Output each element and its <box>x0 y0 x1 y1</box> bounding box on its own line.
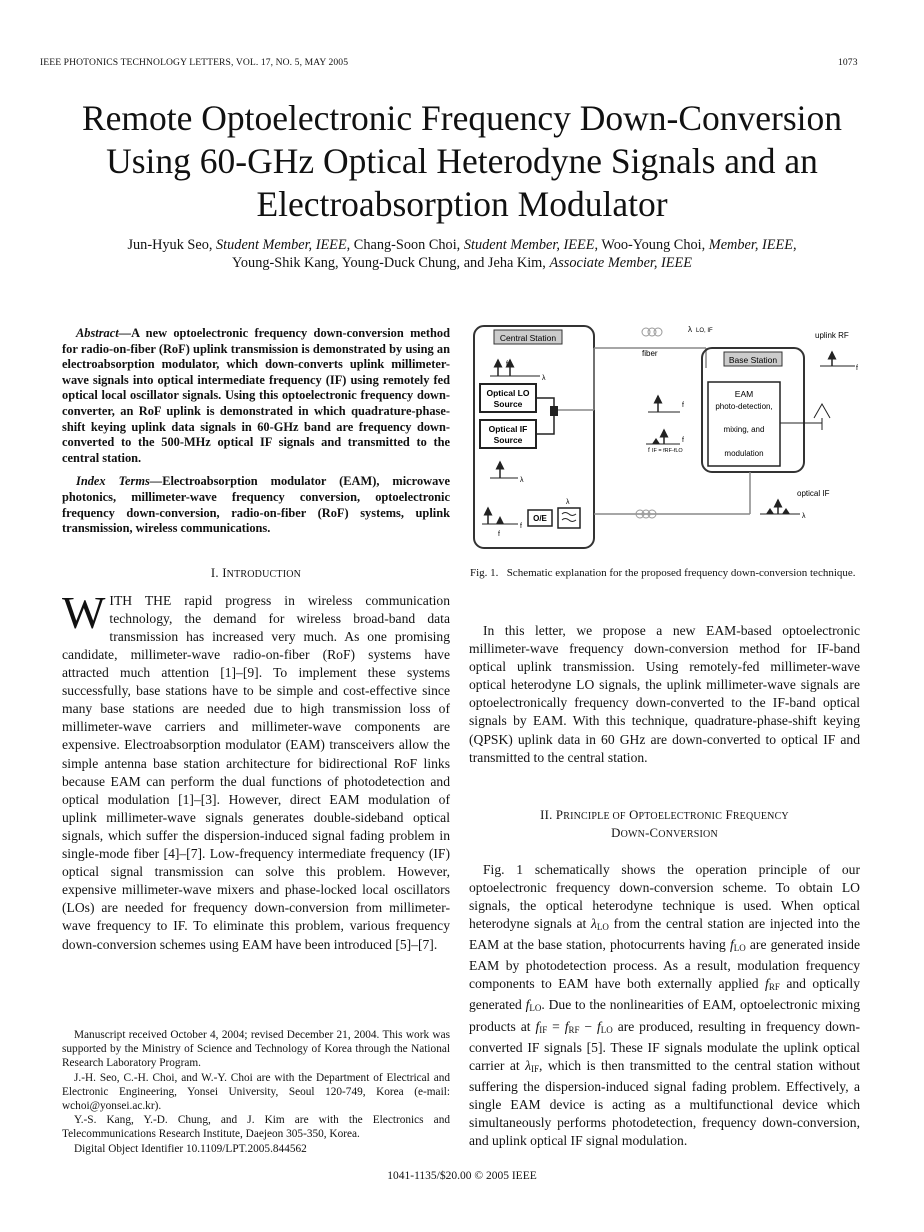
svg-text:f: f <box>682 437 684 444</box>
footnote-doi: Digital Object Identifier 10.1109/LPT.2005.844562 <box>74 1142 307 1155</box>
index-terms-text: Electroabsorption modulator (EAM), microwave photonics, millimeter-wave frequency conversion, optoelectronic frequency down-conversion, radio-on-fiber (RoF) systems, uplink transmission, wireless communications. <box>62 474 450 536</box>
central-station-label: Central Station <box>499 333 557 343</box>
right-column <box>469 622 860 1150</box>
author-role: Member, IEEE <box>708 237 793 253</box>
lead-in: ITH THE <box>109 592 172 608</box>
svg-text:modulation: modulation <box>724 449 764 458</box>
footnotes <box>62 1028 450 1156</box>
uplink-rf-label: uplink RF <box>815 331 849 340</box>
svg-text:f: f <box>506 361 508 368</box>
section-heading-principle: II. PRINCIPLE OF OPTOELECTRONIC FREQUENCY DOWN-CONVERSION <box>540 807 789 840</box>
drop-cap: W <box>62 586 106 638</box>
footnote: J.-H. Seo, C.-H. Choi, and W.-Y. Choi are with the Department of Electrical and Electronic Engineering, Yonsei University, Seoul 120-749, Korea (e-mail: wchoi@yonsei.ac.kr). <box>62 1071 450 1113</box>
svg-text:λ: λ <box>566 499 570 506</box>
figure-caption: Fig. 1. Schematic explanation for the proposed frequency down-conversion technique. <box>470 567 856 579</box>
svg-text:photo-detection,: photo-detection, <box>715 402 773 411</box>
abstract-text: A new optoelectronic frequency down-conversion method for radio-on-fiber (RoF) uplink transmission is demonstrated by using an electroabsorption modulator, which down-converts uplink millimeter-wave signals into optical intermediate frequency (IF) using remotely fed optical local oscillator signals. Using this optoelectronic frequency down-converter, an RoF uplink is demonstrated in which quadrature-phase-shift keying uplink data signals in 60-GHz band are frequency down-converted to the 500-MHz optical IF signals and transmitted to the central station. <box>62 326 450 465</box>
svg-text:mixing, and: mixing, and <box>723 425 765 434</box>
svg-text:Optical LO: Optical LO <box>486 388 530 398</box>
svg-text:Source: Source <box>493 399 523 409</box>
svg-text:O/E: O/E <box>533 514 547 523</box>
author-list <box>40 236 884 272</box>
footnote: Y.-S. Kang, Y.-D. Chung, and J. Kim are with the Electronics and Telecommunications Research Institute, Daejeon 305-350, Korea. <box>62 1114 450 1141</box>
svg-text:λ: λ <box>688 325 692 334</box>
journal-header: IEEE PHOTONICS TECHNOLOGY LETTERS, VOL. 17, NO. 5, MAY 2005 <box>40 57 349 68</box>
svg-text:f: f <box>648 447 650 454</box>
index-terms-label: Index Terms— <box>76 474 163 489</box>
svg-text:EAM: EAM <box>734 389 754 399</box>
footnote: Manuscript received October 4, 2004; revised December 21, 2004. This work was supported by the Ministry of Science and Technology of Korea through the National Research Laboratory Program. <box>62 1029 450 1070</box>
paper-title: Remote Optoelectronic Frequency Down-Conversion Using 60-GHz Optical Heterodyne Signals and an Electroabsorption Modulator <box>81 98 843 224</box>
author-role: Associate Member, IEEE <box>549 255 692 271</box>
principle-paragraph: Fig. 1 schematically shows the operation principle of our optoelectronic frequency down-conversion scheme. To obtain LO signals, the optical heterodyne technique is used. When optical heterodyne signals at $\lambda_{LO}$ from the central station are injected into the EAM at the base station, photocurrents having $f_{LO}$ are generated inside EAM by photodetection process. As a result, modulation frequency components to EAM have both externally applied $f_{RF}$ and optically generated $f_{LO}$. Due to the nonlinearities of EAM, optoelectronic mixing products at $f_{IF} = f_{RF} - f_{LO}$ are produced, resulting in frequency down-converted IF signals [5]. These IF signals modulate the uplink optical carrier at $\lambda_{IF}$, which is then transmitted to the central station without suffering the dispersion-induced signal fading problem. Effectively, a single EAM device is acting as a multifunctional device which simultaneously performs photodetection, frequency down-conversion, and uplink optical IF signal modulation. <box>469 861 861 1149</box>
svg-text:λ: λ <box>542 375 546 382</box>
author-role: Student Member, IEEE <box>216 237 347 253</box>
svg-text:Source: Source <box>493 435 523 445</box>
intro-text: rapid progress in wireless communication technology, the demand for wireless broad-band data transmission has increased very much. As one promising candidate, millimeter-wave radio-on-fiber (RoF) systems have attracted much attention [1]–[9]. To implement these systems successfully, base stations have to be simple and cost-effective since many base stations are needed due to high transmission loss of millimeter-wave carriers and millimeter-wave components are expensive. Electroabsorption modulator (EAM) transceivers allow the simple antenna base station architecture for bidirectional RoF links because EAM can perform the dual functions of photodetection and optical modulation [1]–[3]. However, direct EAM modulation of uplink millimeter-wave signals generates double-sideband optical signals, which suffer the dispersion-induced signal fading problem in single-mode fiber [4]–[7]. Low-frequency intermediate frequency (IF) optical signal transmission can solve this problem. However, expensive millimeter-wave mixers and phase-locked local oscillators (LOs) are needed for frequency down-conversion from millimeter-wave frequency to IF. To eliminate this problem, various frequency down-conversion schemes using EAM have been introduced [5]–[7]. <box>62 592 450 952</box>
section-heading-introduction: I. INTRODUCTION <box>210 565 302 580</box>
author: , <box>792 237 797 253</box>
optical-if-label: optical IF <box>797 489 830 498</box>
author-role: Student Member, IEEE <box>463 237 595 253</box>
introduction-body <box>62 586 450 954</box>
author: Young-Shik Kang, Young-Duck Chung, and Jeha Kim, <box>232 255 546 271</box>
copyright-footer: 1041-1135/$20.00 © 2005 IEEE <box>387 1170 537 1182</box>
author: , Woo-Young Choi, <box>594 237 706 253</box>
svg-text:λ: λ <box>802 513 806 520</box>
svg-text:f: f <box>682 402 684 409</box>
index-terms <box>62 474 450 536</box>
page-number: 1073 <box>838 57 858 68</box>
abstract-label: Abstract— <box>76 326 132 340</box>
left-column <box>62 326 450 954</box>
svg-text:LO, IF: LO, IF <box>696 328 713 334</box>
svg-text:λ: λ <box>520 477 524 484</box>
svg-text:f: f <box>856 365 858 372</box>
svg-text:IF = fRF-fLO: IF = fRF-fLO <box>652 448 683 454</box>
svg-text:Optical IF: Optical IF <box>488 424 528 434</box>
figure-1 <box>470 318 862 556</box>
abstract <box>62 326 450 466</box>
intro-paragraph-2: In this letter, we propose a new EAM-based optoelectronic millimeter-wave frequency down-conversion method for IF-band optical uplink transmission. Using remotely-fed millimeter-wave optical heterodyne LO signals, the uplink millimeter-wave signals are optoelectronically frequency down-converted to the IF-band optical signals by EAM. With this technique, quadrature-phase-shift keying (QPSK) uplink data in 60 GHz are down-converted to optical IF and transmitted to the central station. <box>469 623 860 765</box>
base-station-label: Base Station <box>728 355 778 365</box>
author: Jun-Hyuk Seo, <box>127 237 213 253</box>
fiber-label: fiber <box>642 349 658 358</box>
svg-text:f: f <box>498 531 500 538</box>
svg-text:f: f <box>520 523 522 530</box>
schematic-diagram <box>470 318 862 556</box>
photodetector-box <box>558 508 580 528</box>
author: , Chang-Soon Choi, <box>346 237 461 253</box>
